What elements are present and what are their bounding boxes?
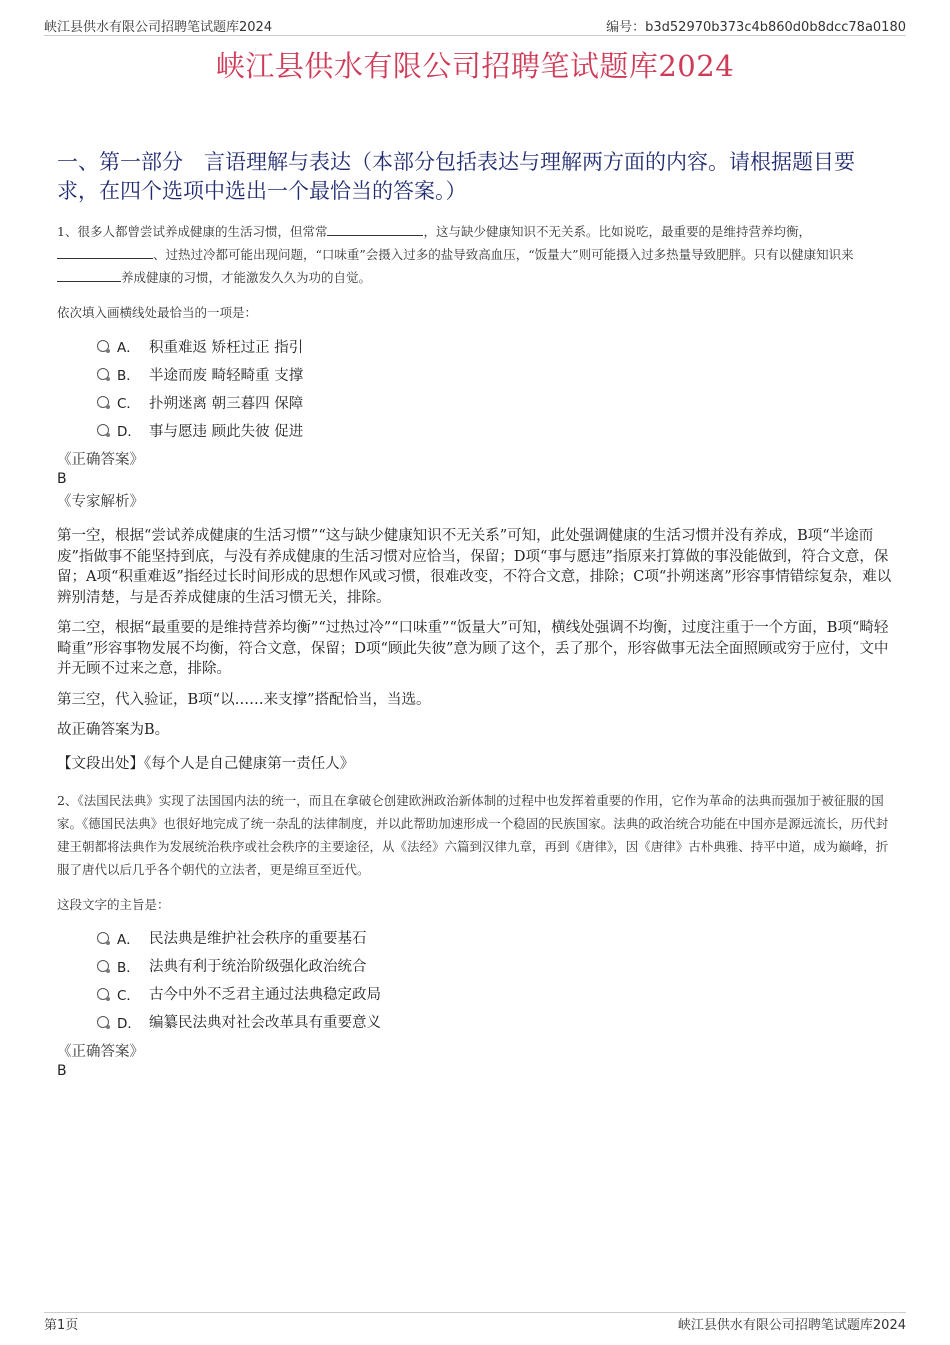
footer-page-number: 第1页 [44, 1318, 79, 1333]
footer-divider [44, 1312, 906, 1313]
option-letter: B． [117, 368, 140, 384]
q1-option-a[interactable] [97, 332, 897, 360]
q1-answer: B [57, 471, 67, 487]
q1-option-c[interactable] [97, 388, 897, 416]
option-text: 法典有利于统治阶级强化政治统合 [149, 959, 367, 975]
radio-icon[interactable] [97, 1016, 109, 1028]
option-letter: D． [117, 1015, 141, 1032]
option-letter: B． [117, 959, 140, 976]
radio-icon[interactable] [97, 396, 109, 408]
page-title: 峡江县供水有限公司招聘笔试题库2024 [215, 49, 735, 83]
q2-option-a[interactable] [97, 924, 897, 952]
q1-answer-label: 《正确答案》 [57, 452, 144, 468]
question-content [57, 220, 897, 1080]
option-letter: C． [117, 396, 140, 412]
question-2-text: 2、《法国民法典》实现了法国国内法的统一，而且在拿破仑创建欧洲政治新体制的过程中也发挥着重要的作用，它作为革命的法典而强加于被征服的国家。《德国民法典》也很好地完成了统一杂乱的法律制度，并以此帮助加速形成一个稳固的民族国家。法典的政治统合功能在中国亦是源远流长，历代封建王朝都将法典作为发展统治秩序或社会秩序的主要途径，从《法经》六篇到汉律九章，再到《唐律》，因《唐律》古朴典雅、持平中道，成为巅峰，折服了唐代以后几乎各个朝代的立法者，更是绵亘至近代。 [57, 792, 889, 877]
option-text: 积重难返 矫枉过正 指引 [149, 339, 304, 356]
question-2-prompt: 这段文字的主旨是： [57, 896, 170, 912]
q2-answer-label: 《正确答案》 [57, 1043, 144, 1060]
option-text: 编纂民法典对社会改革具有重要意义 [149, 1015, 381, 1031]
radio-icon[interactable] [97, 368, 109, 380]
q1-text-d: 养成健康的习惯，才能激发久久为功的自觉。 [121, 270, 372, 285]
header-doc-id: 编号：b3d52970b373c4b860d0b8dcc78a0180 [606, 20, 906, 35]
option-text: 事与愿违 顾此失彼 促进 [149, 423, 304, 440]
option-letter: C． [117, 987, 140, 1004]
q1-option-b[interactable] [97, 360, 897, 388]
radio-icon[interactable] [97, 988, 109, 1000]
blank-3 [57, 269, 121, 282]
q2-option-c[interactable] [97, 980, 897, 1008]
q1-text-b: ，这与缺少健康知识不无关系。比如说吃，最重要的是维持营养均衡， [423, 224, 811, 239]
question-1-options [97, 332, 897, 444]
blank-1 [327, 223, 423, 236]
q1-text-c: 、过热过冷都可能出现问题，“口味重”会摄入过多的盐导致高血压，“饭量大”则可能摄入过多热量导致肥胖。只有以健康知识来 [153, 247, 854, 262]
question-1-prompt: 依次填入画横线处最恰当的一项是： [57, 305, 258, 320]
blank-2 [57, 246, 153, 259]
option-text: 扑朔迷离 朝三暮四 保障 [149, 395, 304, 412]
q1-option-d[interactable] [97, 416, 897, 444]
header-doc-title: 峡江县供水有限公司招聘笔试题库2024 [44, 20, 273, 35]
option-text: 半途而废 畸轻畸重 支撑 [149, 367, 304, 384]
q2-answer: B [57, 1062, 67, 1079]
question-1-text [57, 220, 897, 289]
q1-analysis-paragraph: 故正确答案为B。 [57, 722, 170, 738]
option-letter: D． [117, 424, 141, 440]
q1-analysis-label: 《专家解析》 [57, 494, 144, 510]
radio-icon[interactable] [97, 960, 109, 972]
question-2-options [97, 924, 897, 1036]
q1-analysis-paragraph: 第二空，根据“最重要的是维持营养均衡”“过热过冷”“口味重”“饭量大”可知，横线处强调不均衡，过度注重于一个方面，B项“畸轻畸重”形容事物发展不均衡，符合文意，保留；D项“顾此失彼”意为顾了这个，丢了那个，形容做事无法全面照顾或穷于应付，文中并无顾不过来之意，排除。 [57, 620, 889, 677]
option-letter: A． [117, 931, 140, 948]
radio-icon[interactable] [97, 424, 109, 436]
option-text: 民法典是维护社会秩序的重要基石 [149, 931, 367, 947]
q1-analysis-paragraph: 第一空，根据“尝试养成健康的生活习惯”“这与缺少健康知识不无关系”可知，此处强调健康的生活习惯并没有养成，B项“半途而废”指做事不能坚持到底，与没有养成健康的生活习惯对应恰当，保留；D项“事与愿违”指原来打算做的事没能做到，符合文意，保留；A项“积重难返”指经过长时间形成的思想作风或习惯，很难改变，不符合文意，排除；C项“扑朔迷离”形容事情错综复杂，难以辨别清楚，与是否养成健康的生活习惯无关，排除。 [57, 528, 892, 606]
footer-doc-title: 峡江县供水有限公司招聘笔试题库2024 [677, 1318, 906, 1333]
q2-option-b[interactable] [97, 952, 897, 980]
radio-icon[interactable] [97, 340, 109, 352]
q1-text-a: 1、很多人都曾尝试养成健康的生活习惯，但常常 [57, 224, 328, 239]
header-divider [44, 35, 906, 36]
option-text: 古今中外不乏君主通过法典稳定政局 [149, 987, 381, 1003]
radio-icon[interactable] [97, 932, 109, 944]
q2-option-d[interactable] [97, 1008, 897, 1036]
q1-source: 【文段出处】《每个人是自己健康第一责任人》 [57, 755, 355, 772]
section-heading: 一、第一部分 言语理解与表达（本部分包括表达与理解两方面的内容。请根据题目要求，在四个选项中选出一个最恰当的答案。） [57, 150, 855, 203]
q1-analysis-paragraph: 第三空，代入验证，B项“以……来支撑”搭配恰当，当选。 [57, 691, 431, 708]
option-letter: A． [117, 340, 140, 356]
